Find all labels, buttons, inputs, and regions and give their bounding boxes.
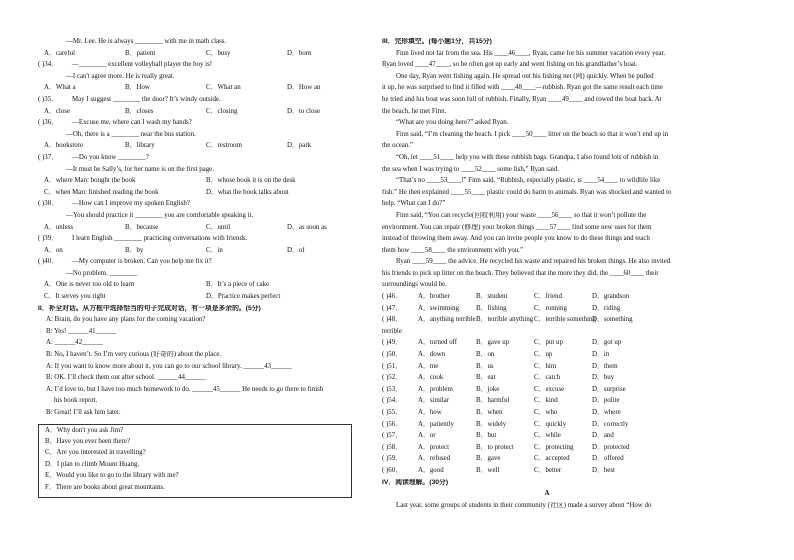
choice-option[interactable]: A．refused — [418, 455, 451, 463]
choice-option[interactable]: C．better — [534, 466, 562, 474]
choice-option[interactable]: D．offered — [592, 455, 624, 463]
option[interactable]: B．closes — [125, 107, 154, 115]
choice-option[interactable]: D．buy — [592, 374, 615, 382]
q40 — [38, 258, 368, 270]
q35 — [38, 96, 368, 108]
q38-stem: —How can I improve my spoken English? — [72, 200, 190, 208]
choice-option[interactable]: A．protect — [418, 443, 449, 451]
q37-options-1 — [38, 177, 368, 189]
option[interactable]: D．Practice makes perfect — [206, 293, 281, 301]
choice-option[interactable]: C．kind — [534, 397, 558, 405]
choice-option[interactable]: C．up — [534, 351, 553, 359]
answer-slot[interactable]: ( )59． — [382, 455, 403, 463]
answer-slot[interactable]: ( )46． — [382, 293, 403, 301]
option[interactable]: D．what the book talks about — [206, 188, 289, 196]
choice-option[interactable]: C．who — [534, 409, 558, 416]
choice-option[interactable]: B．on — [476, 351, 495, 359]
passage-line: surroundings would be. — [382, 281, 447, 289]
choice-option[interactable]: A．me — [418, 362, 439, 370]
choice-option[interactable]: A．or — [418, 432, 436, 440]
option[interactable]: A．where Marc bought the book — [44, 177, 136, 185]
choice-option[interactable]: D．best — [592, 466, 615, 474]
option[interactable]: B．because — [125, 223, 159, 231]
q34-stem: —________ excellent volleyball player the boy is! — [72, 61, 213, 69]
answer-slot[interactable]: ( )53． — [382, 385, 403, 393]
choice-option[interactable]: A．anything terrible — [418, 316, 476, 324]
choice-option[interactable]: B．student — [476, 293, 508, 301]
passage-line: “What are you doing here?” asked Ryan. — [396, 119, 509, 127]
answer-slot[interactable]: ( )54． — [382, 397, 403, 405]
choice-option[interactable]: D．polite — [592, 397, 620, 405]
cloze-row — [382, 363, 712, 375]
passage-line: One day, Ryan went fishing again. He spread out his fishing net (网) quickly. When he pulled — [396, 72, 654, 80]
passage-line: “That’s no ____53____!” Finn said. “Rubbish, especially plastic, is ____54____ to wildlife like — [396, 177, 661, 185]
choice-option[interactable]: A．turned off — [418, 339, 458, 347]
dialog-line: B: Yes! ______41______ — [46, 327, 117, 335]
q33-options — [38, 50, 368, 62]
q40-options-1 — [38, 281, 368, 293]
passage-line: his friends to pick up litter on the beach. They believed that the more they did, the ____60____ their — [382, 269, 659, 277]
choice-option[interactable]: C．terrible something — [534, 316, 596, 324]
option[interactable]: D．to close — [287, 107, 321, 115]
answer-slot[interactable]: ( )36． — [38, 119, 59, 127]
choice-option[interactable]: C．running — [534, 304, 567, 312]
option[interactable]: D．of — [287, 246, 305, 254]
dialog-line: B: OK. I’ll check them out after school. ______44______ — [46, 374, 206, 382]
choice-option[interactable]: B．joke — [476, 385, 500, 393]
section-2-title: II．补全对话。从方框中选择恰当的句子完成对话，有一项是多余的。(5分) — [38, 304, 261, 312]
choice-option[interactable]: D．and — [592, 432, 614, 440]
option[interactable]: B．whose book it is on the desk — [206, 177, 296, 185]
option[interactable]: A．One is never too old to learn — [44, 281, 135, 289]
cloze-row — [382, 305, 712, 317]
section-3-title: III．完形填空。(每小题1分，共15分) — [382, 38, 492, 45]
section-4-title: IV．阅读理解。(30分) — [382, 478, 449, 486]
option[interactable]: B．How — [125, 84, 150, 92]
choice-option[interactable]: D．protected — [592, 443, 630, 451]
passage-line: he tried and his boat was soon full of rubbish. Finally, Ryan ____49____ and rowed the boat back. At — [382, 95, 662, 103]
choice-option[interactable]: C．while — [534, 432, 561, 440]
choice-option[interactable]: B．harmful — [476, 397, 510, 405]
answer-slot[interactable]: ( )55． — [382, 409, 403, 416]
choice-option[interactable]: A．patiently — [418, 420, 454, 428]
q36-reply: —Oh, there is a ________ near the bus station. — [66, 130, 196, 138]
q38 — [38, 200, 368, 212]
choice-option[interactable]: A．similar — [418, 397, 450, 405]
choice-option[interactable]: A．good — [418, 466, 444, 474]
choice-option[interactable]: B．gave — [476, 455, 501, 463]
options-box — [38, 424, 352, 498]
q38-reply: —You should practice it ________ you are comfortable speaking it. — [66, 211, 254, 219]
passage-line: instead of throwing them away. And you can invite people you know to do these things and teach — [382, 235, 650, 243]
passage-line: Ryan ____59____ the advice. He recycled his waste and repaired his broken things. He also invited — [396, 258, 671, 266]
answer-slot[interactable]: ( )57． — [382, 432, 403, 440]
cloze-row — [382, 374, 712, 386]
cloze-row — [382, 455, 712, 467]
passage-line: fish.” He then explained ____55____ plastic could do harm to animals. Ryan was shocked and wanted to — [382, 188, 672, 196]
option[interactable]: A．on — [44, 246, 63, 254]
cloze-row — [382, 351, 712, 363]
cloze-row — [382, 316, 712, 328]
option[interactable]: A．bookstore — [44, 142, 84, 150]
q35-stem: May I suggest ________ the door? It’s windy outside. — [72, 95, 221, 103]
dialog-line: A: If you want to know more about it, you can go to our school library. ______43______ — [46, 362, 292, 370]
answer-slot[interactable]: ( )47． — [382, 304, 403, 312]
choice-option[interactable]: D．riding — [592, 304, 621, 312]
q38-options — [38, 224, 368, 236]
answer-slot[interactable]: ( )60． — [382, 466, 403, 474]
choice-option[interactable]: A．brother — [418, 293, 450, 301]
answer-slot[interactable]: ( )34． — [38, 61, 59, 69]
option[interactable]: B．patient — [125, 49, 156, 57]
box-option: E．Would you like to go to the library with me? — [45, 472, 179, 480]
option[interactable]: C．closing — [206, 107, 238, 115]
q36-stem: —Excuse me, where can I wash my hands? — [72, 119, 192, 127]
q34-reply: —I can't agree more. He is really great. — [66, 72, 175, 80]
answer-slot[interactable]: ( )58． — [382, 443, 403, 451]
choice-option[interactable]: C．him — [534, 362, 557, 370]
choice-option[interactable]: C．put up — [534, 339, 563, 347]
option[interactable]: A．What a — [44, 84, 76, 92]
q40-reply: —No problem. ________ — [66, 269, 138, 277]
option[interactable]: B．by — [125, 246, 144, 254]
cloze-row — [382, 339, 712, 351]
passage-line: them how ____58____ the environment with you.” — [382, 246, 524, 254]
passage-line: environment. You can repair (修理) your broken things ____57____ find some new uses for them — [382, 223, 652, 231]
choice-option[interactable]: C．quickly — [534, 420, 567, 428]
passage-a-line: Last year, some groups of students in their community (社区) made a survey about “How do — [396, 501, 652, 509]
q33-stem: —Mr. Lee. He is always ________ with me in math class. — [66, 38, 227, 45]
choice-option[interactable]: D．them — [592, 362, 618, 370]
option[interactable]: A．unless — [44, 223, 74, 231]
q40-stem: —My computer is broken. Can you help me fix it? — [72, 258, 212, 266]
cloze-row-wrap: terrible — [382, 327, 402, 335]
cloze-row — [382, 467, 712, 479]
answer-slot[interactable]: ( )52． — [382, 374, 403, 382]
choice-option[interactable]: B．to protect — [476, 443, 514, 451]
right-column — [382, 38, 712, 513]
q37-options-2 — [38, 189, 368, 201]
choice-option[interactable]: D．something — [592, 316, 633, 324]
option[interactable]: D．born — [287, 49, 312, 57]
q39 — [38, 235, 368, 247]
choice-option[interactable]: C．accepted — [534, 455, 570, 463]
choice-option[interactable]: A．cook — [418, 374, 444, 382]
q35-options — [38, 108, 368, 120]
left-column — [38, 38, 368, 498]
passage-line: the ocean.” — [382, 142, 413, 150]
q39-stem: I learn English ________ practicing conversations with friends. — [72, 235, 248, 243]
passage-line: Ryan loved ____47____, so he often got up early and went fishing on his grandfather’s boat. — [382, 61, 638, 69]
option[interactable]: C．until — [206, 223, 231, 231]
q37 — [38, 154, 368, 166]
dialog-line: A: I’d love to, but I have too much homework to do. ______45______ He needs to go there to finish — [46, 385, 324, 393]
choice-option[interactable]: D．correctly — [592, 420, 629, 428]
q34 — [38, 61, 368, 73]
box-option: F．There are books about great mountains. — [45, 483, 165, 491]
option[interactable]: D．park — [287, 142, 312, 150]
option[interactable]: C．It serves you right — [44, 293, 106, 301]
choice-option[interactable]: B．widely — [476, 420, 507, 428]
passage-line: the beach, he met Finn. — [382, 107, 447, 115]
choice-option[interactable]: B．when — [476, 409, 503, 416]
choice-option[interactable]: D．surprise — [592, 385, 626, 393]
answer-slot[interactable]: ( )48． — [382, 316, 403, 324]
passage-line: help. “What can I do?” — [382, 200, 446, 208]
choice-option[interactable]: D．got up — [592, 339, 622, 347]
option[interactable]: C．when Marc finished reading the book — [44, 188, 159, 196]
q39-options — [38, 247, 368, 259]
box-option: B．Have you ever been there? — [45, 437, 130, 445]
dialog-line: A: ______42______ — [46, 339, 103, 347]
cloze-row — [382, 386, 712, 398]
box-option: C．Are you interested in travelling? — [45, 449, 146, 457]
choice-option[interactable]: A．swimming — [418, 304, 459, 312]
answer-slot[interactable]: ( )39． — [38, 235, 59, 243]
dialog-line: B: Great! I’ll ask him later. — [46, 409, 121, 416]
passage-line: “Oh, let ____51____ help you with these rubbish bags. Grandpa, I also found lots of rubbish in — [396, 153, 659, 161]
choice-option[interactable]: C．excuse — [534, 385, 565, 393]
passage-line: Finn said, “I’m cleaning the beach. I pick ____50____ litter on the beach so that it won’t end up in — [396, 130, 669, 138]
choice-option[interactable]: D．grandson — [592, 293, 630, 301]
dialog-line: A: Brain, do you have any plans for the coming vacation? — [46, 316, 206, 324]
box-option: D．I plan to climb Mount Huang. — [45, 460, 140, 468]
passage-line: Finn said, “You can recycle(回收利用) your waste ____56____ so that it won’t pollute the — [396, 211, 647, 219]
cloze-row — [382, 409, 712, 421]
passage-line: it up, he was surprised to find it filled with ____48____—rubbish. Ryan got the same result each time — [382, 84, 663, 92]
q34-options — [38, 84, 368, 96]
choice-option[interactable]: B．but — [476, 432, 497, 440]
q37-stem: —Do you know ________? — [72, 153, 149, 161]
option[interactable]: C．in — [206, 246, 223, 254]
dialog-line: his book report. — [54, 397, 98, 405]
choice-option[interactable]: D．in — [592, 351, 610, 359]
option[interactable]: D．How an — [287, 84, 321, 92]
option[interactable]: A．close — [44, 107, 71, 115]
choice-option[interactable]: C．protecting — [534, 443, 574, 451]
q36-options — [38, 142, 368, 154]
cloze-row — [382, 432, 712, 444]
choice-option[interactable]: B．terrible anything — [476, 316, 534, 324]
answer-slot[interactable]: ( )35． — [38, 95, 59, 103]
choice-option[interactable]: A．down — [418, 351, 446, 359]
q37-reply: —It must be Sally’s, for her name is on the first page. — [66, 165, 214, 173]
cloze-row — [382, 397, 712, 409]
choice-option[interactable]: A．how — [418, 409, 442, 416]
choice-option[interactable]: C．catch — [534, 374, 561, 382]
choice-option[interactable]: B．gave up — [476, 339, 510, 347]
answer-slot[interactable]: ( )37． — [38, 153, 59, 161]
q36 — [38, 119, 368, 131]
box-option: A．Why don't you ask Jim? — [45, 426, 124, 434]
option[interactable]: C．restroom — [206, 142, 242, 150]
cloze-row — [382, 444, 712, 456]
option[interactable]: B．library — [125, 142, 155, 150]
answer-slot[interactable]: ( )50． — [382, 351, 403, 359]
answer-slot[interactable]: ( )49． — [382, 339, 403, 347]
choice-option[interactable]: B．us — [476, 362, 494, 370]
option[interactable]: A．careful — [44, 49, 75, 57]
cloze-row — [382, 421, 712, 433]
answer-slot[interactable]: ( )40． — [38, 258, 59, 266]
answer-slot[interactable]: ( )51． — [382, 362, 403, 370]
option[interactable]: D．as soon as — [287, 223, 327, 231]
option[interactable]: B．It’s a piece of cake — [206, 281, 270, 289]
passage-line: Finn lived not far from the sea. His ____46____, Ryan, came for his summer vacation every year. — [396, 49, 666, 57]
section-a-label: A — [544, 490, 550, 498]
choice-option[interactable]: A．problem — [418, 385, 453, 393]
q40-options-2 — [38, 293, 368, 305]
passage-line: the sea when I was trying to ____52____ some fish,” Ryan said. — [382, 165, 560, 173]
choice-option[interactable]: C．friend — [534, 293, 562, 301]
choice-option[interactable]: B．eat — [476, 374, 496, 382]
choice-option[interactable]: B．fishing — [476, 304, 507, 312]
dialog-line: B: No, I haven’t. So I’m very curious (好奇的) about the place. — [46, 351, 222, 359]
choice-option[interactable]: D．where — [592, 409, 621, 416]
choice-option[interactable]: B．well — [476, 466, 500, 474]
answer-slot[interactable]: ( )38． — [38, 200, 59, 208]
cloze-row — [382, 293, 712, 305]
option[interactable]: C．What an — [206, 84, 241, 92]
option[interactable]: C．busy — [206, 49, 231, 57]
cloze-choices — [382, 293, 712, 479]
answer-slot[interactable]: ( )56． — [382, 420, 403, 428]
